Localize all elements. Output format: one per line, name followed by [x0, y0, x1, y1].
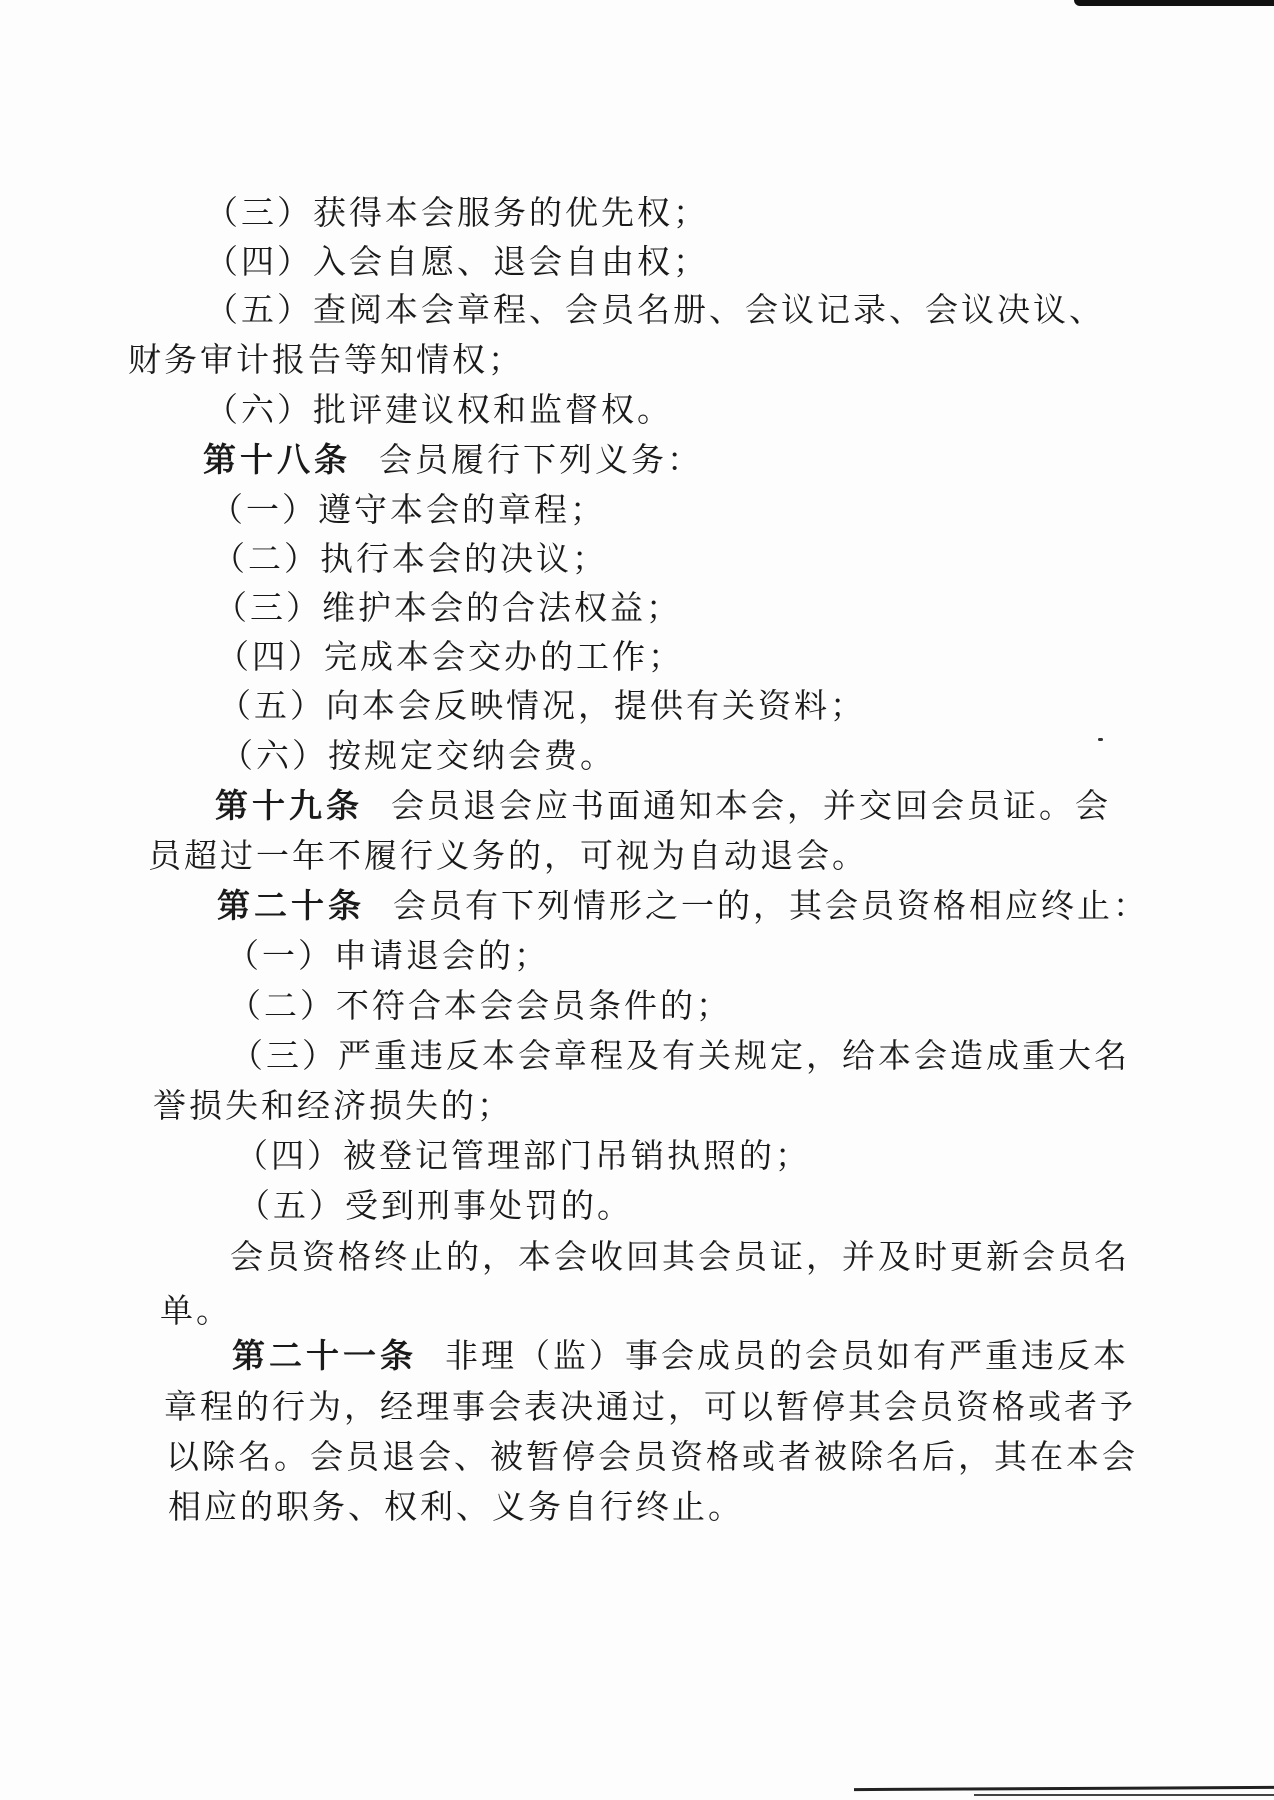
text-line: （二）执行本会的决议； [212, 539, 608, 578]
article-heading: 第十八条 [203, 440, 351, 479]
text-line: （五）向本会反映情况，提供有关资料； [218, 686, 866, 725]
text-line: （五）查阅本会章程、会员名册、会议记录、会议决议、 [205, 290, 1105, 329]
article-line: 第二十条 会员有下列情形之一的，其会员资格相应终止： [217, 886, 1149, 925]
text-line: 单。 [160, 1291, 232, 1330]
article-line: 第十八条 会员履行下列义务： [203, 440, 703, 479]
article-heading: 第二十一条 [232, 1336, 417, 1375]
text-line: （三）维护本会的合法权益； [214, 588, 682, 627]
article-heading: 第十九条 [215, 786, 363, 825]
article-line: 第十九条 会员退会应书面通知本会，并交回会员证。会 [215, 786, 1111, 825]
text-line: （六）按规定交纳会费。 [220, 736, 616, 775]
text-line: （六）批评建议权和监督权。 [205, 390, 673, 429]
scan-speck [1098, 738, 1103, 741]
scan-edge-top [1074, 0, 1274, 6]
text-line: 会员资格终止的，本会收回其会员证，并及时更新会员名 [230, 1237, 1130, 1276]
text-line: 以除名。会员退会、被暂停会员资格或者被除名后，其在本会 [166, 1437, 1138, 1476]
scan-edge-bottom [854, 1786, 1274, 1791]
text-line: 员超过一年不履行义务的，可视为自动退会。 [148, 836, 868, 875]
text-line: 誉损失和经济损失的； [153, 1086, 513, 1125]
text-line: 章程的行为，经理事会表决通过，可以暂停其会员资格或者予 [164, 1387, 1136, 1426]
scan-edge-bottom-secondary [974, 1794, 1274, 1796]
article-line: 第二十一条 非理（监）事会成员的会员如有严重违反本 [232, 1336, 1129, 1375]
article-heading: 第二十条 [217, 886, 365, 925]
text-line: （三）严重违反本会章程及有关规定，给本会造成重大名 [230, 1036, 1130, 1075]
text-line: 财务审计报告等知情权； [128, 340, 524, 379]
text-line: （四）被登记管理部门吊销执照的； [235, 1136, 811, 1175]
text-line: （一）申请退会的； [226, 936, 550, 975]
text-line: （五）受到刑事处罚的。 [237, 1186, 633, 1225]
text-line: （二）不符合本会会员条件的； [228, 986, 732, 1025]
text-line: （四）完成本会交办的工作； [216, 637, 684, 676]
text-line: （四）入会自愿、退会自由权； [205, 242, 709, 281]
text-line: （一）遵守本会的章程； [210, 490, 606, 529]
text-line: （三）获得本会服务的优先权； [205, 193, 709, 232]
text-line: 相应的职务、权利、义务自行终止。 [168, 1487, 744, 1526]
